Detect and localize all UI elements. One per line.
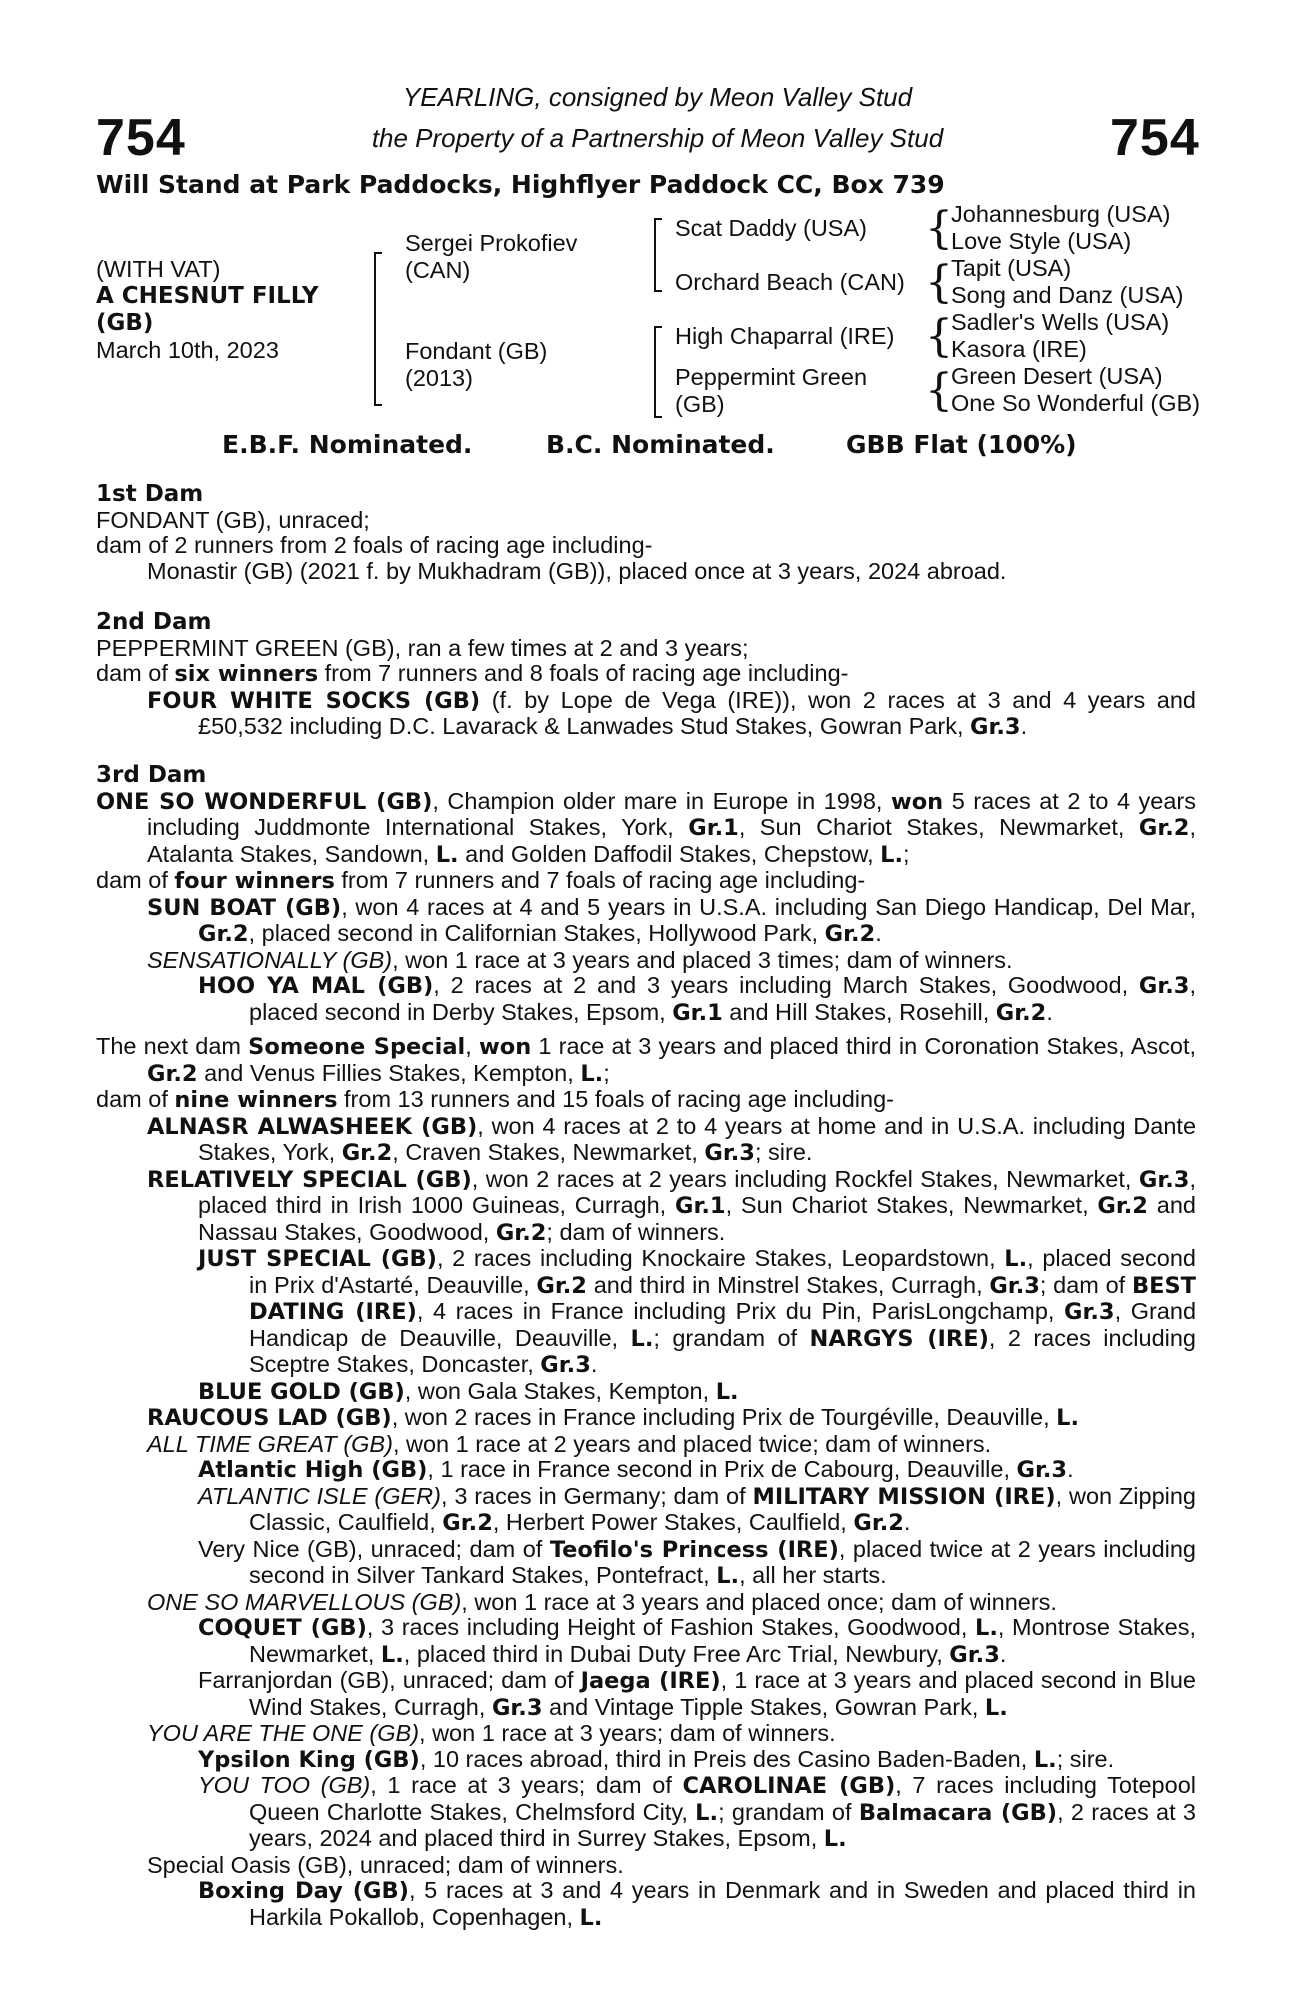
all-time-great-entry: ALL TIME GREAT (GB), won 1 race at 2 years and placed twice; dam of winners. <box>147 1430 992 1457</box>
pedigree-bracket <box>374 252 382 406</box>
second-dam-section <box>96 610 1196 741</box>
horse-description: A CHESNUT FILLY <box>96 283 319 309</box>
boxing-day-entry: Boxing Day (GB), 5 races at 3 and 4 years in Denmark and in Sweden and placed third in Harkila Pokallob, Copenhagen, L. <box>198 1877 1196 1931</box>
brace-2: { <box>925 257 953 308</box>
blue-gold-entry: BLUE GOLD (GB), won Gala Stakes, Kempton, L. <box>198 1377 739 1405</box>
ebf-nomination: E.B.F. Nominated. <box>222 430 473 459</box>
sire-name: Sergei Prokofiev <box>405 230 578 256</box>
ypsilon-king-entry: Ypsilon King (GB), 10 races abroad, third in Preis des Casino Baden-Baden, L.; sire. <box>198 1745 1115 1773</box>
coquet-entry: COQUET (GB), 3 races including Height of Fashion Stakes, Goodwood, L., Montrose Stakes, Newmarket, L., placed third in Dubai Duty Free Arc Trial, Newbury, Gr.3. <box>198 1614 1196 1668</box>
dam-dam-country: (GB) <box>675 391 725 417</box>
first-dam-section <box>96 482 1196 584</box>
gbb-nomination: GBB Flat (100%) <box>846 430 1077 459</box>
horse-foaled: March 10th, 2023 <box>96 337 279 363</box>
third-dam-line: ONE SO WONDERFUL (GB), Champion older mare in Europe in 1998, won 5 races at 2 to 4 years including Juddmonte International Stakes, York, Gr.1, Sun Chariot Stakes, Newmarket, Gr.2, Atalanta Stakes, Sandown, L. and Golden Daffodil Stakes, Chepstow, L.; <box>96 787 1196 868</box>
sire-bracket <box>654 218 662 292</box>
you-too-entry: YOU TOO (GB), 1 race at 3 years; dam of CAROLINAE (GB), 7 races including Totepool Queen Charlotte Stakes, Chelmsford City, L.; grandam of Balmacara (GB), 2 races at 3 years, 2024 and placed third in Surrey Stakes, Epsom, L. <box>198 1772 1196 1852</box>
brace-1: { <box>925 203 953 254</box>
first-dam-line: FONDANT (GB), unraced; <box>96 506 370 533</box>
dam-sire: High Chaparral (IRE) <box>675 323 895 349</box>
dam-year: (2013) <box>405 365 473 391</box>
third-dam-section <box>96 763 1196 1026</box>
dam-bracket <box>654 326 662 418</box>
next-dam-section <box>96 1034 1196 1931</box>
brace-4: { <box>925 365 953 416</box>
ggp-1: Johannesburg (USA) <box>951 201 1171 227</box>
dam-name: Fondant (GB) <box>405 338 548 364</box>
stand-location: Will Stand at Park Paddocks, Highflyer Paddock CC, Box 739 <box>96 170 945 199</box>
ggp-7: Green Desert (USA) <box>951 363 1163 389</box>
hoo-ya-mal-entry: HOO YA MAL (GB), 2 races at 2 and 3 years including March Stakes, Goodwood, Gr.3, placed second in Derby Stakes, Epsom, Gr.1 and Hill Stakes, Rosehill, Gr.2. <box>198 972 1196 1026</box>
horse-description-country: (GB) <box>96 310 154 336</box>
sire-dam: Orchard Beach (CAN) <box>675 269 905 295</box>
relatively-special-entry: RELATIVELY SPECIAL (GB), won 2 races at 2 years including Rockfel Stakes, Newmarket, Gr.3, placed third in Irish 1000 Guineas, Curragh, Gr.1, Sun Chariot Stakes, Newmarket, Gr.2 and Nassau Stakes, Goodwood, Gr.2; dam of winners. <box>147 1165 1196 1246</box>
ggp-6: Kasora (IRE) <box>951 336 1087 362</box>
alnasr-alwasheek-entry: ALNASR ALWASHEEK (GB), won 4 races at 2 to 4 years at home and in U.S.A. including Dante Stakes, York, Gr.2, Craven Stakes, Newmarket, Gr.3; sire. <box>147 1112 1197 1166</box>
very-nice-entry: Very Nice (GB), unraced; dam of Teofilo's Princess (IRE), placed twice at 2 years including second in Silver Tankard Stakes, Pontefract, L., all her starts. <box>198 1535 1197 1589</box>
ggp-4: Song and Danz (USA) <box>951 282 1184 308</box>
atlantic-isle-entry: ATLANTIC ISLE (GER), 3 races in Germany; dam of MILITARY MISSION (IRE), won Zipping Classic, Caulfield, Gr.2, Herbert Power Stakes, Caulfield, Gr.2. <box>198 1482 1196 1536</box>
dam-dam: Peppermint Green <box>675 364 868 390</box>
sun-boat-entry: SUN BOAT (GB), won 4 races at 4 and 5 years in U.S.A. including San Diego Handicap, Del Mar, Gr.2, placed second in Californian Stakes, Hollywood Park, Gr.2. <box>147 893 1197 947</box>
sire-sire: Scat Daddy (USA) <box>675 215 867 241</box>
bc-nomination: B.C. Nominated. <box>546 430 775 459</box>
next-dam-produce: dam of nine winners from 13 runners and 15 foals of racing age including- <box>96 1086 894 1113</box>
sire-country: (CAN) <box>405 257 471 283</box>
special-oasis-entry: Special Oasis (GB), unraced; dam of winners. <box>147 1851 624 1878</box>
one-so-marvellous-entry: ONE SO MARVELLOUS (GB), won 1 race at 3 years and placed once; dam of winners. <box>147 1588 1057 1615</box>
second-dam-produce: dam of six winners from 7 runners and 8 foals of racing age including- <box>96 660 849 687</box>
third-dam-produce: dam of four winners from 7 runners and 7 foals of racing age including- <box>96 867 866 894</box>
first-dam-produce: dam of 2 runners from 2 foals of racing age including- <box>96 532 653 558</box>
you-are-the-one-entry: YOU ARE THE ONE (GB), won 1 race at 3 years; dam of winners. <box>147 1720 836 1746</box>
ggp-5: Sadler's Wells (USA) <box>951 309 1170 335</box>
atlantic-high-entry: Atlantic High (GB), 1 race in France second in Prix de Cabourg, Deauville, Gr.3. <box>198 1456 1074 1483</box>
farranjordan-entry: Farranjordan (GB), unraced; dam of Jaega (IRE), 1 race at 3 years and placed second in Blue Wind Stakes, Curragh, Gr.3 and Vintage Tipple Stakes, Gowran Park, L. <box>198 1667 1196 1721</box>
horse-vat: (WITH VAT) <box>96 256 221 282</box>
second-dam-heading: 2nd Dam <box>96 609 212 635</box>
just-special-entry: JUST SPECIAL (GB), 2 races including Knockaire Stakes, Leopardstown, L., placed second in Prix d'Astarté, Deauville, Gr.2 and third in Minstrel Stakes, Curragh, Gr.3; dam of BEST DATING (IRE), 4 races in France including Prix du Pin, ParisLongchamp, Gr.3, Grand Handicap de Deauville, Deauville, L.; grandam of NARGYS (IRE), 2 races including Sceptre Stakes, Doncaster, Gr.3. <box>198 1245 1197 1378</box>
second-dam-line: PEPPERMINT GREEN (GB), ran a few times at 2 and 3 years; <box>96 634 749 661</box>
consignor-line: YEARLING, consigned by Meon Valley Stud <box>402 82 913 112</box>
second-dam-foal: FOUR WHITE SOCKS (GB) (f. by Lope de Vega (IRE)), won 2 races at 3 and 4 years and £50,532 including D.C. Lavarack & Lanwades Stud Stakes, Gowran Park, Gr.3. <box>147 686 1196 740</box>
ggp-2: Love Style (USA) <box>951 228 1132 254</box>
lot-number-right: 754 <box>1110 109 1200 167</box>
ggp-3: Tapit (USA) <box>951 255 1072 281</box>
ggp-8: One So Wonderful (GB) <box>951 390 1201 416</box>
lot-number-left: 754 <box>96 109 186 167</box>
first-dam-foal: Monastir (GB) (2021 f. by Mukhadram (GB)), placed once at 3 years, 2024 abroad. <box>147 557 1007 584</box>
first-dam-heading: 1st Dam <box>96 481 204 507</box>
brace-3: { <box>925 311 953 362</box>
property-line: the Property of a Partnership of Meon Valley Stud <box>371 123 944 153</box>
next-dam-line: The next dam Someone Special, won 1 race at 3 years and placed third in Coronation Stakes, Ascot, Gr.2 and Venus Fillies Stakes, Kempton, L.; <box>96 1033 1197 1087</box>
sensationally-entry: SENSATIONALLY (GB), won 1 race at 3 years and placed 3 times; dam of winners. <box>147 946 1013 973</box>
raucous-lad-entry: RAUCOUS LAD (GB), won 2 races in France including Prix de Tourgéville, Deauville, L. <box>147 1404 1080 1431</box>
third-dam-heading: 3rd Dam <box>96 762 207 788</box>
